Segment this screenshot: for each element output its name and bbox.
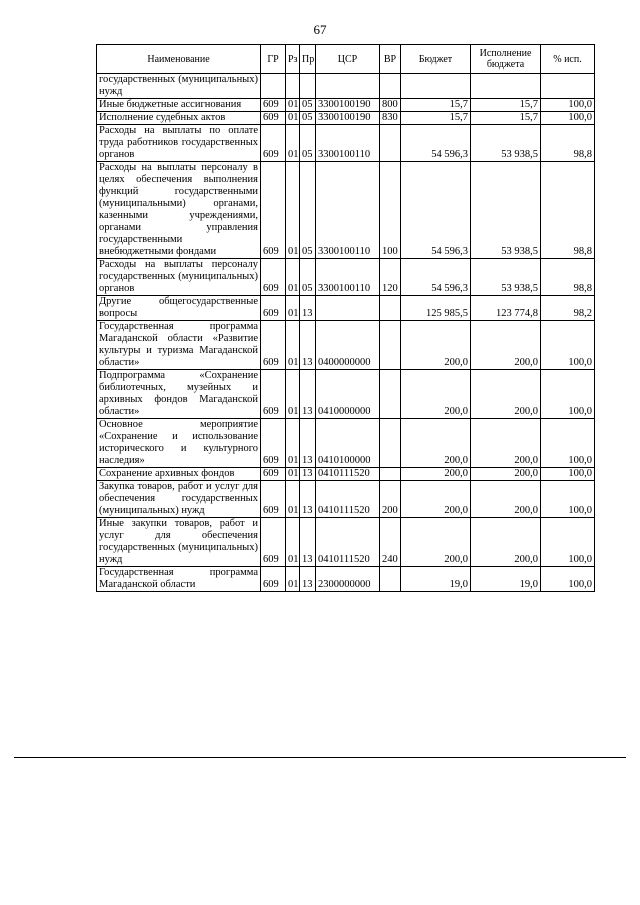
row-percent-cell: 98,8: [541, 259, 595, 296]
row-gr-cell: 609: [261, 321, 286, 370]
table-row: [97, 481, 595, 518]
header-csr: ЦСР: [316, 45, 380, 74]
row-rz-cell: 01: [286, 370, 300, 419]
row-pr-cell: 13: [300, 321, 316, 370]
row-csr-cell: 3300100190: [316, 99, 380, 112]
row-budget-cell: 125 985,5: [401, 296, 471, 321]
row-rz-cell: 01: [286, 518, 300, 567]
row-pr-cell: 05: [300, 259, 316, 296]
row-pr-cell: 05: [300, 112, 316, 125]
row-execution-cell: 15,7: [471, 112, 541, 125]
row-name-cell: Государственная программа Магаданской области «Развитие культуры и туризма Магаданской области»: [97, 321, 261, 370]
row-rz-cell: 01: [286, 296, 300, 321]
row-gr-cell: 609: [261, 296, 286, 321]
row-csr-cell: 2300000000: [316, 567, 380, 592]
row-execution-cell: 200,0: [471, 321, 541, 370]
row-vr-cell: 240: [380, 518, 401, 567]
row-execution-cell: 53 938,5: [471, 259, 541, 296]
row-rz-cell: 01: [286, 468, 300, 481]
row-gr-cell: 609: [261, 481, 286, 518]
row-csr-cell: 0410111520: [316, 518, 380, 567]
budget-execution-table: [96, 44, 595, 592]
row-vr-cell: 200: [380, 481, 401, 518]
row-gr-cell: 609: [261, 567, 286, 592]
row-rz-cell: 01: [286, 567, 300, 592]
table-row: [97, 112, 595, 125]
row-name-cell: Закупка товаров, работ и услуг для обеспечения государственных (муниципальных) нужд: [97, 481, 261, 518]
row-budget-cell: 54 596,3: [401, 125, 471, 162]
row-pr-cell: 13: [300, 419, 316, 468]
row-vr-cell: 800: [380, 99, 401, 112]
table-row: [97, 162, 595, 259]
row-pr-cell: 13: [300, 296, 316, 321]
table-row: [97, 99, 595, 112]
row-execution-cell: 123 774,8: [471, 296, 541, 321]
row-vr-cell: [380, 74, 401, 99]
row-pr-cell: 05: [300, 125, 316, 162]
row-csr-cell: 0400000000: [316, 321, 380, 370]
row-rz-cell: [286, 74, 300, 99]
row-gr-cell: 609: [261, 419, 286, 468]
table-row: [97, 74, 595, 99]
row-budget-cell: [401, 74, 471, 99]
row-csr-cell: [316, 74, 380, 99]
row-rz-cell: 01: [286, 99, 300, 112]
row-execution-cell: 200,0: [471, 419, 541, 468]
table-row: [97, 468, 595, 481]
row-budget-cell: 19,0: [401, 567, 471, 592]
table-row: [97, 321, 595, 370]
row-budget-cell: 200,0: [401, 481, 471, 518]
row-pr-cell: 13: [300, 481, 316, 518]
row-budget-cell: 15,7: [401, 112, 471, 125]
row-execution-cell: 200,0: [471, 518, 541, 567]
row-percent-cell: 100,0: [541, 481, 595, 518]
row-pr-cell: [300, 74, 316, 99]
row-percent-cell: 100,0: [541, 99, 595, 112]
row-gr-cell: 609: [261, 125, 286, 162]
row-budget-cell: 200,0: [401, 518, 471, 567]
row-gr-cell: 609: [261, 99, 286, 112]
header-percent: % исп.: [541, 45, 595, 74]
row-execution-cell: 15,7: [471, 99, 541, 112]
row-gr-cell: 609: [261, 370, 286, 419]
header-budget: Бюджет: [401, 45, 471, 74]
row-percent-cell: 100,0: [541, 567, 595, 592]
row-name-cell: государственных (муниципальных) нужд: [97, 74, 261, 99]
row-percent-cell: 100,0: [541, 419, 595, 468]
row-budget-cell: 200,0: [401, 321, 471, 370]
row-rz-cell: 01: [286, 259, 300, 296]
row-name-cell: Расходы на выплаты персоналу в целях обеспечения выполнения функций государственными (муниципальными) органами, казенными учреждениями, органами управления государственными внебюджетными фондами: [97, 162, 261, 259]
row-vr-cell: [380, 567, 401, 592]
row-rz-cell: 01: [286, 125, 300, 162]
row-percent-cell: [541, 74, 595, 99]
row-gr-cell: 609: [261, 112, 286, 125]
page-number: 67: [313, 22, 327, 37]
row-execution-cell: 200,0: [471, 370, 541, 419]
row-rz-cell: 01: [286, 112, 300, 125]
page-bottom-rule: [14, 757, 626, 758]
row-vr-cell: [380, 419, 401, 468]
row-pr-cell: 13: [300, 468, 316, 481]
row-pr-cell: 13: [300, 370, 316, 419]
row-vr-cell: [380, 468, 401, 481]
row-rz-cell: 01: [286, 481, 300, 518]
table-row: [97, 296, 595, 321]
row-gr-cell: 609: [261, 468, 286, 481]
row-percent-cell: 100,0: [541, 468, 595, 481]
row-budget-cell: 54 596,3: [401, 162, 471, 259]
row-gr-cell: 609: [261, 518, 286, 567]
row-csr-cell: 3300100190: [316, 112, 380, 125]
row-execution-cell: 200,0: [471, 481, 541, 518]
row-name-cell: Расходы на выплаты по оплате труда работников государственных органов: [97, 125, 261, 162]
row-name-cell: Подпрограмма «Сохранение библиотечных, музейных и архивных фондов Магаданской области»: [97, 370, 261, 419]
table-row: [97, 370, 595, 419]
row-pr-cell: 05: [300, 99, 316, 112]
row-name-cell: Другие общегосударственные вопросы: [97, 296, 261, 321]
row-pr-cell: 13: [300, 567, 316, 592]
row-csr-cell: [316, 296, 380, 321]
table-row: [97, 125, 595, 162]
row-csr-cell: 0410100000: [316, 419, 380, 468]
row-gr-cell: 609: [261, 259, 286, 296]
row-name-cell: Расходы на выплаты персоналу государственных (муниципальных) органов: [97, 259, 261, 296]
row-budget-cell: 200,0: [401, 419, 471, 468]
row-budget-cell: 200,0: [401, 370, 471, 419]
header-gr: ГР: [261, 45, 286, 74]
row-vr-cell: [380, 370, 401, 419]
row-csr-cell: 3300100110: [316, 259, 380, 296]
row-vr-cell: 830: [380, 112, 401, 125]
row-execution-cell: 53 938,5: [471, 125, 541, 162]
header-execution: Исполнение бюджета: [471, 45, 541, 74]
header-name: Наименование: [97, 45, 261, 74]
row-name-cell: Исполнение судебных актов: [97, 112, 261, 125]
row-percent-cell: 98,2: [541, 296, 595, 321]
row-rz-cell: 01: [286, 321, 300, 370]
row-percent-cell: 100,0: [541, 518, 595, 567]
row-budget-cell: 54 596,3: [401, 259, 471, 296]
row-vr-cell: [380, 125, 401, 162]
row-name-cell: Иные бюджетные ассигнования: [97, 99, 261, 112]
header-vr: ВР: [380, 45, 401, 74]
row-execution-cell: 53 938,5: [471, 162, 541, 259]
row-pr-cell: 13: [300, 518, 316, 567]
row-csr-cell: 3300100110: [316, 162, 380, 259]
row-rz-cell: 01: [286, 162, 300, 259]
row-percent-cell: 100,0: [541, 370, 595, 419]
row-budget-cell: 15,7: [401, 99, 471, 112]
table-row: [97, 567, 595, 592]
header-rz: Рз: [286, 45, 300, 74]
row-percent-cell: 98,8: [541, 162, 595, 259]
row-name-cell: Основное мероприятие «Сохранение и использование исторического и культурного наследия»: [97, 419, 261, 468]
table-row: [97, 419, 595, 468]
row-csr-cell: 0410111520: [316, 481, 380, 518]
row-vr-cell: [380, 321, 401, 370]
table-row: [97, 518, 595, 567]
header-pr: Пр: [300, 45, 316, 74]
row-name-cell: Иные закупки товаров, работ и услуг для обеспечения государственных (муниципальных) нужд: [97, 518, 261, 567]
row-rz-cell: 01: [286, 419, 300, 468]
row-vr-cell: 120: [380, 259, 401, 296]
row-execution-cell: [471, 74, 541, 99]
table-row: [97, 259, 595, 296]
row-percent-cell: 100,0: [541, 321, 595, 370]
table-header-row: [97, 45, 595, 74]
row-gr-cell: [261, 74, 286, 99]
row-percent-cell: 98,8: [541, 125, 595, 162]
row-percent-cell: 100,0: [541, 112, 595, 125]
row-vr-cell: [380, 296, 401, 321]
row-pr-cell: 05: [300, 162, 316, 259]
row-execution-cell: 200,0: [471, 468, 541, 481]
row-name-cell: Сохранение архивных фондов: [97, 468, 261, 481]
row-budget-cell: 200,0: [401, 468, 471, 481]
row-gr-cell: 609: [261, 162, 286, 259]
row-execution-cell: 19,0: [471, 567, 541, 592]
row-csr-cell: 0410111520: [316, 468, 380, 481]
row-name-cell: Государственная программа Магаданской области: [97, 567, 261, 592]
row-vr-cell: 100: [380, 162, 401, 259]
row-csr-cell: 3300100110: [316, 125, 380, 162]
row-csr-cell: 0410000000: [316, 370, 380, 419]
